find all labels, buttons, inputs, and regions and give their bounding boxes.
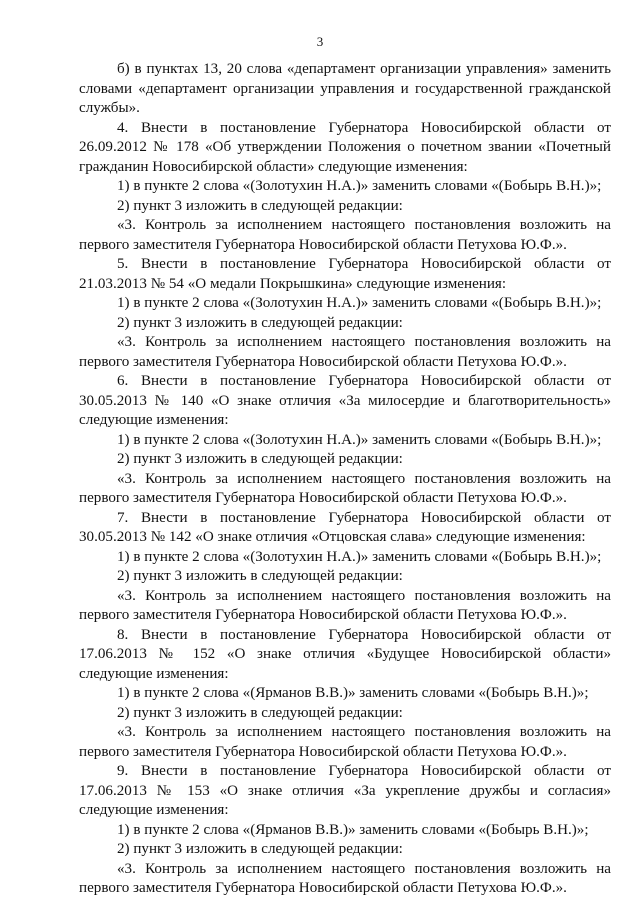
paragraph-subitem: 2) пункт 3 изложить в следующей редакции: (117, 451, 403, 467)
paragraph-subitem: 1) в пункте 2 слова «(Ярманов В.В.)» заменить словами «(Бобырь В.Н.)»; (117, 685, 589, 701)
paragraph-subitem: 1) в пункте 2 слова «(Ярманов В.В.)» заменить словами «(Бобырь В.Н.)»; (117, 821, 589, 838)
paragraph-item-4: 4. Внести в постановление Губернатора Новосибирской области от 26.09.2012 № 178 «Об утверждении Положения о почетном звании «Почетный гражданин Новосибирской области» следующие изменения: (79, 119, 611, 175)
paragraph-quote: «3. Контроль за исполнением настоящего постановления возложить на первого заместителя Губернатора Новосибирской области Петухова Ю.Ф.». (79, 587, 611, 623)
paragraph-subitem: 1) в пункте 2 слова «(Золотухин Н.А.)» заменить словами «(Бобырь В.Н.)»; (117, 431, 602, 448)
paragraph-subitem: 2) пункт 3 изложить в следующей редакции: (117, 704, 403, 721)
paragraph-quote: «3. Контроль за исполнением настоящего постановления возложить на первого заместителя Губернатора Новосибирской области Петухова Ю.Ф.». (79, 470, 611, 506)
paragraph-item-5: 5. Внести в постановление Губернатора Новосибирской области от 21.03.2013 № 54 «О медали Покрышкина» следующие изменения: (79, 256, 611, 292)
paragraph-quote: «3. Контроль за исполнением настоящего постановления возложить на первого заместителя Губернатора Новосибирской области Петухова Ю.Ф.». (79, 334, 611, 370)
paragraph-item-9: 9. Внести в постановление Губернатора Новосибирской области от 17.06.2013 № 153 «О знаке отличия «За укрепление дружбы и согласия» следующие изменения: (79, 763, 611, 818)
paragraph-b: б) в пунктах 13, 20 слова «департамент организации управления» заменить словами «департамент организации управления и государственной гражданской службы». (79, 61, 611, 116)
paragraph-subitem: 1) в пункте 2 слова «(Золотухин Н.А.)» заменить словами «(Бобырь В.Н.)»; (117, 178, 602, 194)
paragraph-quote: «3. Контроль за исполнением настоящего постановления возложить на первого заместителя Губернатора Новосибирской области Петухова Ю.Ф.». (79, 860, 611, 896)
paragraph-subitem: 2) пункт 3 изложить в следующей редакции: (117, 197, 403, 214)
paragraph-item-8: 8. Внести в постановление Губернатора Новосибирской области от 17.06.2013 № 152 «О знаке отличия «Будущее Новосибирской области» следующие изменения: (79, 626, 611, 682)
paragraph-subitem: 1) в пункте 2 слова «(Золотухин Н.А.)» заменить словами «(Бобырь В.Н.)»; (117, 295, 602, 311)
paragraph-subitem: 2) пункт 3 изложить в следующей редакции: (117, 841, 403, 857)
paragraph-subitem: 2) пункт 3 изложить в следующей редакции: (117, 314, 403, 331)
paragraph-subitem: 1) в пункте 2 слова «(Золотухин Н.А.)» заменить словами «(Бобырь В.Н.)»; (117, 548, 602, 565)
paragraph-item-7: 7. Внести в постановление Губернатора Новосибирской области от 30.05.2013 № 142 «О знаке отличия «Отцовская слава» следующие изменения: (79, 509, 611, 545)
document-body (79, 60, 611, 899)
paragraph-quote: «3. Контроль за исполнением настоящего постановления возложить на первого заместителя Губернатора Новосибирской области Петухова Ю.Ф.». (79, 217, 611, 253)
paragraph-item-6: 6. Внести в постановление Губернатора Новосибирской области от 30.05.2013 № 140 «О знаке отличия «За милосердие и благотворительность» следующие изменения: (79, 373, 611, 428)
page-number: 3 (316, 34, 324, 49)
paragraph-quote: «3. Контроль за исполнением настоящего постановления возложить на первого заместителя Губернатора Новосибирской области Петухова Ю.Ф.». (79, 724, 611, 760)
paragraph-subitem: 2) пункт 3 изложить в следующей редакции: (117, 568, 403, 584)
